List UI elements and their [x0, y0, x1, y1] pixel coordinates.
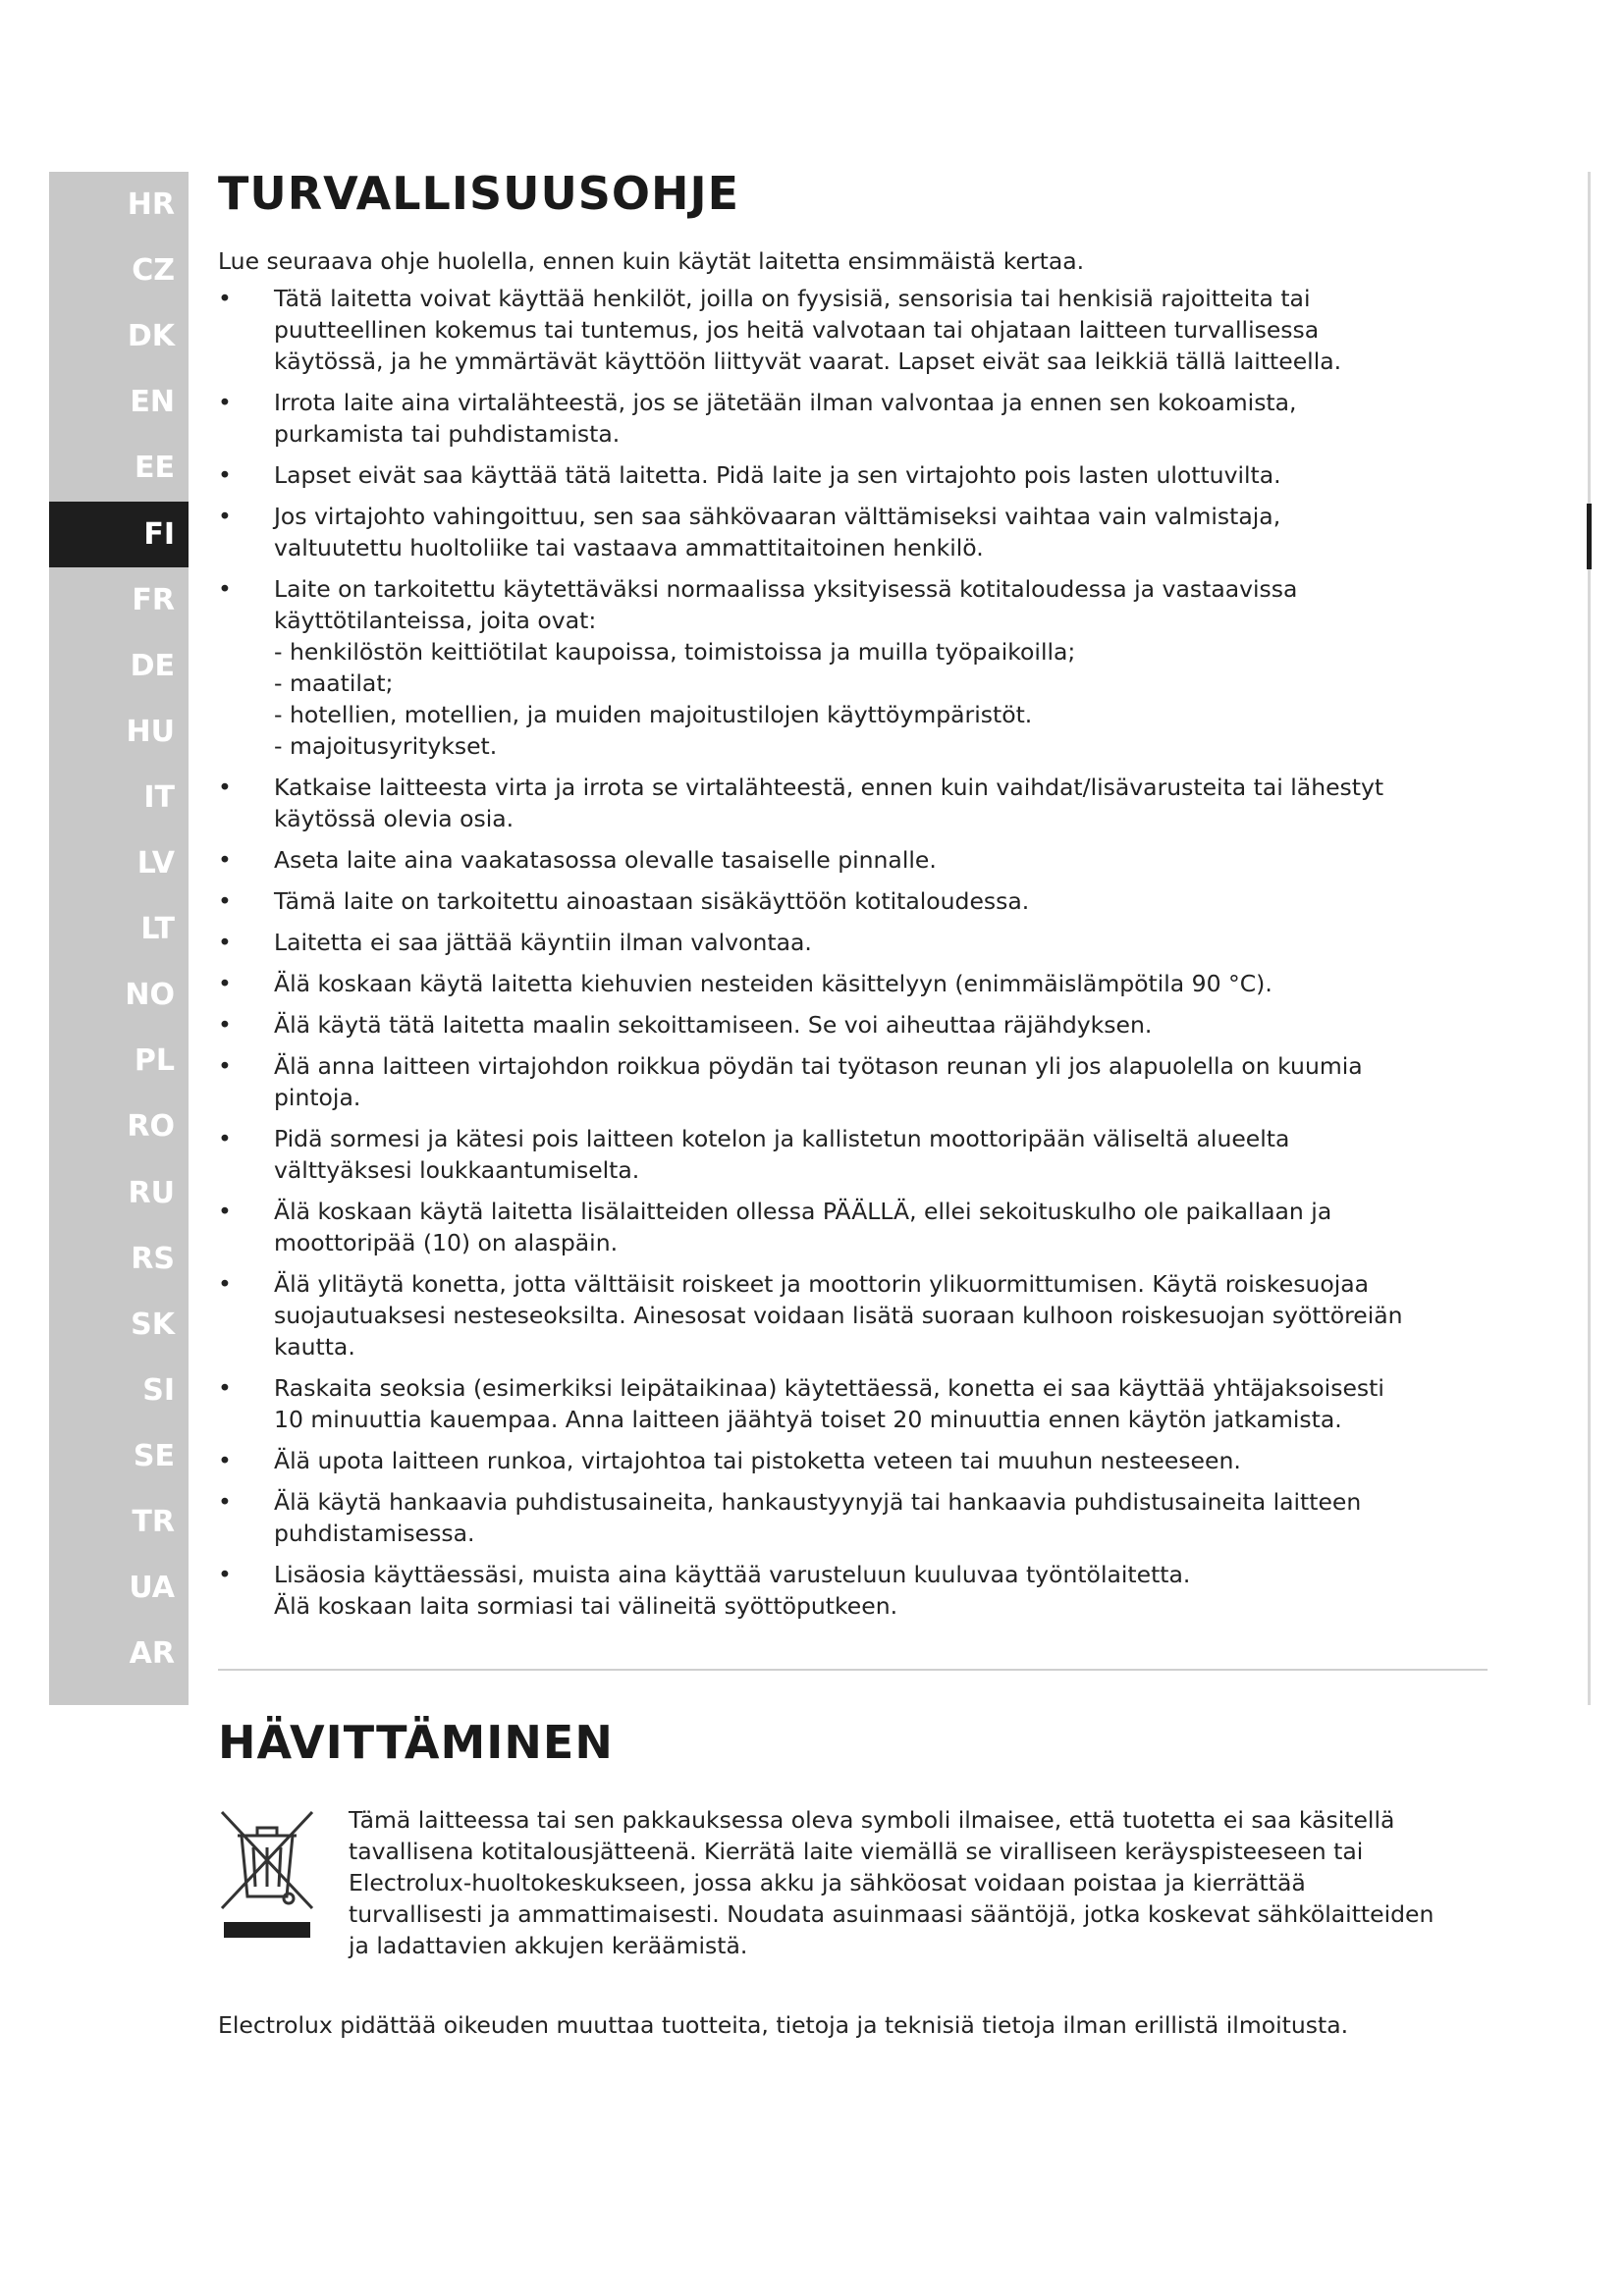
language-tab-ar[interactable]: AR [129, 1636, 175, 1672]
language-tab-ru[interactable]: RU [128, 1175, 175, 1210]
safety-item-line: - maatilat; [274, 669, 394, 697]
safety-item-line: Älä koskaan laita sormiasi tai välineitä syöttöputkeen. [274, 1592, 898, 1620]
language-tab-pl[interactable]: PL [134, 1043, 175, 1079]
bullet-icon: • [218, 1052, 232, 1080]
safety-intro: Lue seuraava ohje huolella, ennen kuin käytät laitetta ensimmäistä kertaa. [218, 247, 1085, 275]
crossed-out-wheelie-bin-icon [218, 1808, 316, 1942]
bullet-icon: • [218, 1488, 232, 1516]
safety-item-line: puutteellinen kokemus tai tuntemus, jos heitä valvotaan tai ohjataan laitteen turvallisessa [274, 316, 1320, 344]
disposal-line: Electrolux-huoltokeskukseen, jossa akku ja sähköosat voidaan poistaa ja kierrättää [349, 1869, 1306, 1896]
disposal-line: Tämä laitteessa tai sen pakkauksessa oleva symboli ilmaisee, että tuotetta ei saa käsitellä [349, 1806, 1395, 1834]
bullet-icon: • [218, 1447, 232, 1474]
safety-item-line: kautta. [274, 1333, 355, 1361]
safety-title: TURVALLISUUSOHJE [218, 167, 740, 220]
safety-item [218, 885, 1494, 917]
safety-item-line: Pidä sormesi ja kätesi pois laitteen kotelon ja kallistetun moottoripään väliseltä alueelta [274, 1125, 1290, 1152]
right-edge-rule [1588, 172, 1591, 1705]
safety-item [218, 968, 1494, 999]
bullet-icon: • [218, 1011, 232, 1039]
language-sidebar [49, 172, 189, 1705]
safety-item [218, 283, 1494, 377]
language-tab-cz[interactable]: CZ [132, 253, 175, 289]
bullet-icon: • [218, 929, 232, 956]
safety-item [218, 927, 1494, 958]
safety-item-line: Älä käytä hankaavia puhdistusaineita, hankaustyynyjä tai hankaavia puhdistusaineita laitteen [274, 1488, 1362, 1516]
language-tab-ro[interactable]: RO [127, 1109, 175, 1145]
safety-item-line: Älä koskaan käytä laitetta kiehuvien nesteiden käsittelyyn (enimmäislämpötila 90 °C). [274, 970, 1272, 997]
safety-item-line: käytössä, ja he ymmärtävät käyttöön liittyvät vaarat. Lapset eivät saa leikkiä tällä laitteella. [274, 347, 1342, 375]
bullet-icon: • [218, 1561, 232, 1588]
safety-item-line: Laite on tarkoitettu käytettäväksi normaalissa yksityisessä kotitaloudessa ja vastaavissa [274, 575, 1298, 603]
safety-item-line: Jos virtajohto vahingoittuu, sen saa sähkövaaran välttämiseksi vaihtaa vain valmistaja, [274, 503, 1281, 530]
safety-item-line: Tämä laite on tarkoitettu ainoastaan sisäkäyttöön kotitaloudessa. [274, 887, 1030, 915]
bullet-icon: • [218, 774, 232, 801]
safety-item [218, 1196, 1494, 1258]
right-edge-active-marker [1587, 504, 1592, 569]
safety-item [218, 1445, 1494, 1476]
safety-item [218, 1486, 1494, 1549]
safety-item [218, 573, 1494, 762]
bullet-icon: • [218, 1125, 232, 1152]
language-tab-ee[interactable]: EE [135, 451, 175, 486]
disposal-section [218, 1716, 1494, 1959]
language-tab-hu[interactable]: HU [126, 714, 175, 749]
bullet-icon: • [218, 1198, 232, 1225]
safety-item-line: käytössä olevia osia. [274, 805, 514, 832]
section-divider [218, 1669, 1488, 1671]
bullet-icon: • [218, 285, 232, 312]
footer-disclaimer: Electrolux pidättää oikeuden muuttaa tuotteita, tietoja ja teknisiä tietoja ilman erillistä ilmoitusta. [218, 2011, 1349, 2039]
safety-item-line: - henkilöstön keittiötilat kaupoissa, toimistoissa ja muilla työpaikoilla; [274, 638, 1076, 666]
safety-item-line: Tätä laitetta voivat käyttää henkilöt, joilla on fyysisiä, sensorisia tai henkisiä rajoitteita tai [274, 285, 1311, 312]
safety-item-line: pintoja. [274, 1084, 361, 1111]
disposal-line: turvallisesti ja ammattimaisesti. Noudata asuinmaasi sääntöjä, jotka koskevat sähkölaitteiden [349, 1900, 1435, 1928]
safety-item-line: Laitetta ei saa jättää käyntiin ilman valvontaa. [274, 929, 812, 956]
safety-item-line: purkamista tai puhdistamista. [274, 420, 621, 448]
safety-item [218, 1009, 1494, 1041]
safety-item-line: Lisäosia käyttäessäsi, muista aina käyttää varusteluun kuuluvaa työntölaitetta. [274, 1561, 1191, 1588]
bullet-icon: • [218, 461, 232, 489]
safety-item-line: puhdistamisessa. [274, 1520, 475, 1547]
safety-item [218, 1268, 1494, 1362]
disposal-text [349, 1804, 1497, 1961]
bullet-icon: • [218, 1270, 232, 1298]
safety-item-line: Katkaise laitteesta virta ja irrota se virtalähteestä, ennen kuin vaihdat/lisävarusteita tai lähestyt [274, 774, 1384, 801]
safety-item-line: Raskaita seoksia (esimerkiksi leipätaikinaa) käytettäessä, konetta ei saa käyttää yhtäjaksoisesti [274, 1374, 1384, 1402]
bullet-icon: • [218, 503, 232, 530]
safety-item-line: suojautuaksesi nesteseoksilta. Ainesosat voidaan lisätä suoraan kulhoon roiskesuojan syöttöreiän [274, 1302, 1403, 1329]
bullet-icon: • [218, 846, 232, 874]
safety-item-line: Lapset eivät saa käyttää tätä laitetta. Pidä laite ja sen virtajohto pois lasten ulottuvilta. [274, 461, 1281, 489]
bullet-icon: • [218, 389, 232, 416]
language-tab-se[interactable]: SE [133, 1438, 175, 1473]
safety-item [218, 1559, 1494, 1622]
language-tab-lt[interactable]: LT [140, 912, 175, 947]
language-tab-rs[interactable]: RS [131, 1241, 175, 1276]
language-tab-dk[interactable]: DK [127, 319, 175, 354]
language-tab-ua[interactable]: UA [129, 1571, 175, 1606]
language-tab-lv[interactable]: LV [136, 846, 175, 881]
safety-item [218, 1372, 1494, 1435]
language-tab-fr[interactable]: FR [132, 582, 175, 617]
safety-list [218, 283, 1494, 1622]
safety-item-line: käyttötilanteissa, joita ovat: [274, 607, 597, 634]
language-tab-si[interactable]: SI [142, 1372, 175, 1408]
language-tab-hr[interactable]: HR [127, 187, 175, 222]
safety-item-line: Älä käytä tätä laitetta maalin sekoittamiseen. Se voi aiheuttaa räjähdyksen. [274, 1011, 1153, 1039]
safety-item [218, 387, 1494, 450]
bullet-icon: • [218, 887, 232, 915]
safety-item-line: Irrota laite aina virtalähteestä, jos se jätetään ilman valvontaa ja ennen sen kokoamista, [274, 389, 1297, 416]
bullet-icon: • [218, 575, 232, 603]
safety-item [218, 844, 1494, 876]
language-tab-tr[interactable]: TR [132, 1505, 175, 1539]
disposal-title: HÄVITTÄMINEN [218, 1716, 614, 1769]
language-tab-fi[interactable]: FI [49, 502, 189, 567]
safety-item-line: Älä anna laitteen virtajohdon roikkua pöydän tai työtason reunan yli jos alapuolella on kuumia [274, 1052, 1363, 1080]
bullet-icon: • [218, 970, 232, 997]
safety-item-line: välttyäksesi loukkaantumiselta. [274, 1156, 640, 1184]
language-tab-no[interactable]: NO [125, 978, 175, 1013]
safety-item [218, 1050, 1494, 1113]
language-tab-it[interactable]: IT [143, 779, 175, 815]
safety-item-line: Älä ylitäytä konetta, jotta välttäisit roiskeet ja moottorin ylikuormittumisen. Käytä roiskesuojaa [274, 1270, 1370, 1298]
safety-item-line: - majoitusyritykset. [274, 732, 498, 760]
safety-section [218, 167, 1494, 1631]
safety-item-line: Älä koskaan käytä laitetta lisälaitteiden ollessa PÄÄLLÄ, ellei sekoituskulho ole paikallaan ja [274, 1198, 1332, 1225]
safety-item [218, 1123, 1494, 1186]
language-tab-en[interactable]: EN [130, 385, 175, 420]
bullet-icon: • [218, 1374, 232, 1402]
safety-item [218, 501, 1494, 563]
disposal-line: ja ladattavien akkujen keräämistä. [349, 1932, 748, 1959]
safety-item [218, 459, 1494, 491]
safety-item-line: valtuutettu huoltoliike tai vastaava ammattitaitoinen henkilö. [274, 534, 984, 561]
safety-item [218, 772, 1494, 834]
language-tab-sk[interactable]: SK [131, 1307, 175, 1342]
safety-item-line: Aseta laite aina vaakatasossa olevalle tasaiselle pinnalle. [274, 846, 937, 874]
safety-item-line: Älä upota laitteen runkoa, virtajohtoa tai pistoketta veteen tai muuhun nesteeseen. [274, 1447, 1241, 1474]
safety-item-line: - hotellien, motellien, ja muiden majoitustilojen käyttöympäristöt. [274, 701, 1033, 728]
safety-item-line: 10 minuuttia kauempaa. Anna laitteen jäähtyä toiset 20 minuuttia ennen käytön jatkamista. [274, 1406, 1342, 1433]
safety-item-line: moottoripää (10) on alaspäin. [274, 1229, 619, 1256]
language-tab-de[interactable]: DE [130, 648, 175, 683]
disposal-line: tavallisena kotitalousjätteenä. Kierrätä laite viemällä se viralliseen keräyspisteeseen tai [349, 1838, 1364, 1865]
